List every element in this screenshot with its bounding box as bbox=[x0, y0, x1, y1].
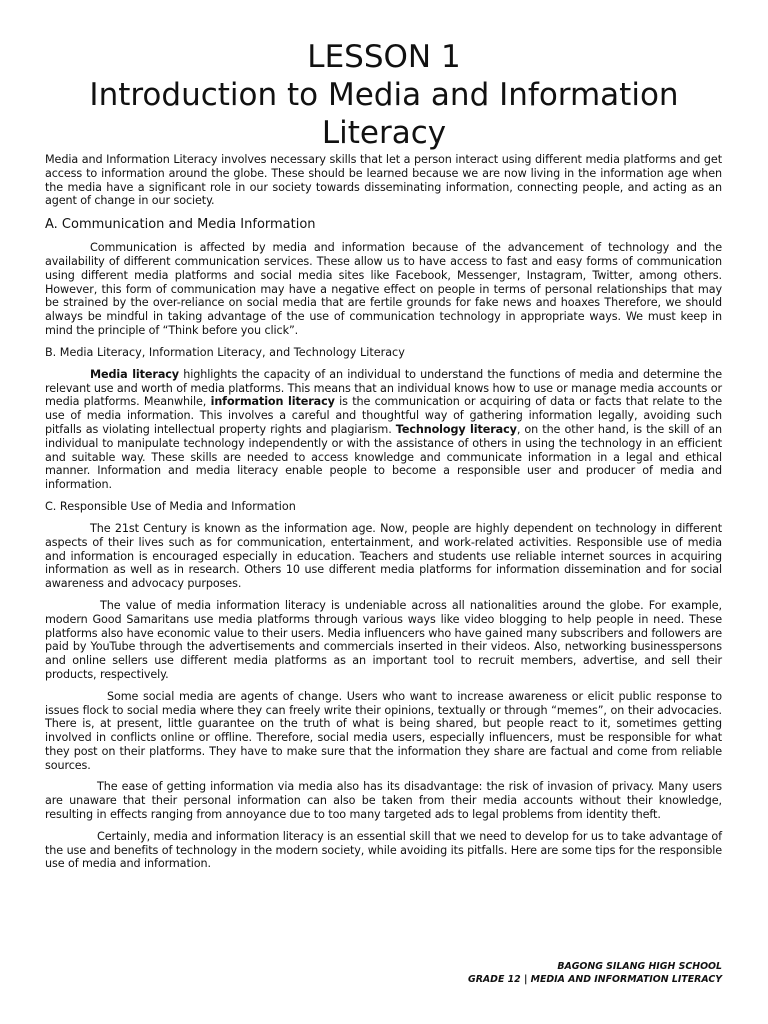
lesson-title-line-1: Introduction to Media and Information bbox=[89, 77, 679, 113]
section-b-paragraph bbox=[45, 368, 722, 492]
section-a-paragraph: Communication is affected by media and information because of the advancement of technology and the availability of different communication services. These allow us to have access to fast and easy forms of communication using different media platforms and social media sites like Facebook, Messenger, Instagram, Twitter, among others. However, this form of communication may have a negative effect on people in terms of personal relationships that may be strained by the over-reliance on social media that are fertile grounds for fake news and hoaxes Therefore, we should always be mindful in taking advantage of the use of communication technology in appropriate ways. We must keep in mind the principle of “Think before you click”. bbox=[45, 241, 722, 337]
lesson-title-line-2: Literacy bbox=[321, 115, 447, 151]
section-c-paragraph-3: Some social media are agents of change. Users who want to increase awareness or elicit public response to issues flock to social media where they can freely write their opinions, textually or through “memes”, on their advocacies. There is, at present, little guarantee on the truth of what is being shared, but people react to it, sometimes getting involved in conflicts online or offline. Therefore, social media users, especially influencers, must be responsible for what they post on their platforms. They have to make sure that the information they share are factual and come from reliable sources. bbox=[45, 689, 722, 772]
footer-school: BAGONG SILANG HIGH SCHOOL bbox=[557, 961, 722, 972]
term-information-literacy: information literacy bbox=[210, 395, 335, 409]
section-b-text-2: is the communication or acquiring of data or facts that relate to the use of media information. This involves a careful and thoughtful way of gathering information legally, avoiding such pitfalls as violating intellectual property rights and plagiarism. bbox=[45, 395, 722, 436]
section-c-paragraph-5: Certainly, media and information literacy is an essential skill that we need to develop for us to take advantage of the use and benefits of technology in the modern society, while avoiding its pitfalls. Here are some tips for the responsible use of media and information. bbox=[45, 829, 722, 871]
section-c-heading: C. Responsible Use of Media and Information bbox=[45, 499, 296, 513]
term-technology-literacy: Technology literacy bbox=[395, 422, 517, 436]
intro-paragraph: Media and Information Literacy involves necessary skills that let a person interact using different media platforms and get access to information around the globe. These should be learned because we are now living in the information age when the media have a significant role in our society towards disseminating information, connecting people, and acting as an agent of change in our society. bbox=[45, 153, 722, 208]
section-c-paragraph-2: The value of media information literacy is undeniable across all nationalities around the globe. For example, modern Good Samaritans use media platforms through various ways like video blogging to help people in need. These platforms also have economic value to their users. Media influencers who have gained many subscribers and followers are paid by YouTube through the advertisements and commercials inserted in their videos. Also, networking businesspersons and online sellers use different media platforms as an important tool to recruit members, advertise, and sell their products, respectively. bbox=[45, 598, 722, 681]
section-b-heading: B. Media Literacy, Information Literacy, and Technology Literacy bbox=[45, 345, 405, 359]
lesson-title bbox=[40, 38, 728, 152]
lesson-body bbox=[45, 153, 722, 871]
term-media-literacy: Media literacy bbox=[90, 367, 179, 381]
section-c-paragraph-1: The 21st Century is known as the information age. Now, people are highly dependent on technology in different aspects of their lives such as for communication, entertainment, and work-related activities. Responsible use of media and information is encouraged especially in education. Teachers and students use reliable internet sources in acquiring information as well as in research. Others 10 use different media platforms for information dissemination and for social awareness and advocacy purposes. bbox=[45, 521, 722, 591]
section-b-text-3: , on the other hand, is the skill of an individual to manipulate technology independently or with the assistance of others in using the technology in an efficient and suitable way. These skills are needed to access knowledge and communicate information in a legal and ethical manner. Information and media literacy enable people to become a responsible user and producer of media and information. bbox=[45, 422, 722, 492]
section-a-heading: A. Communication and Media Information bbox=[45, 217, 316, 233]
page-footer bbox=[468, 961, 722, 986]
lesson-number: LESSON 1 bbox=[307, 39, 461, 75]
section-c-paragraph-4: The ease of getting information via media also has its disadvantage: the risk of invasion of privacy. Many users are unaware that their personal information can also be taken from their media accounts without their knowledge, resulting in effects ranging from annoyance due to too many targeted ads to legal problems from identity theft. bbox=[45, 780, 722, 822]
section-b-text-1: highlights the capacity of an individual to understand the functions of media and determine the relevant use and worth of media platforms. This means that an individual knows how to use or manage media accounts or media platforms. Meanwhile, bbox=[45, 367, 722, 409]
footer-course: GRADE 12 | MEDIA AND INFORMATION LITERACY bbox=[468, 973, 722, 985]
